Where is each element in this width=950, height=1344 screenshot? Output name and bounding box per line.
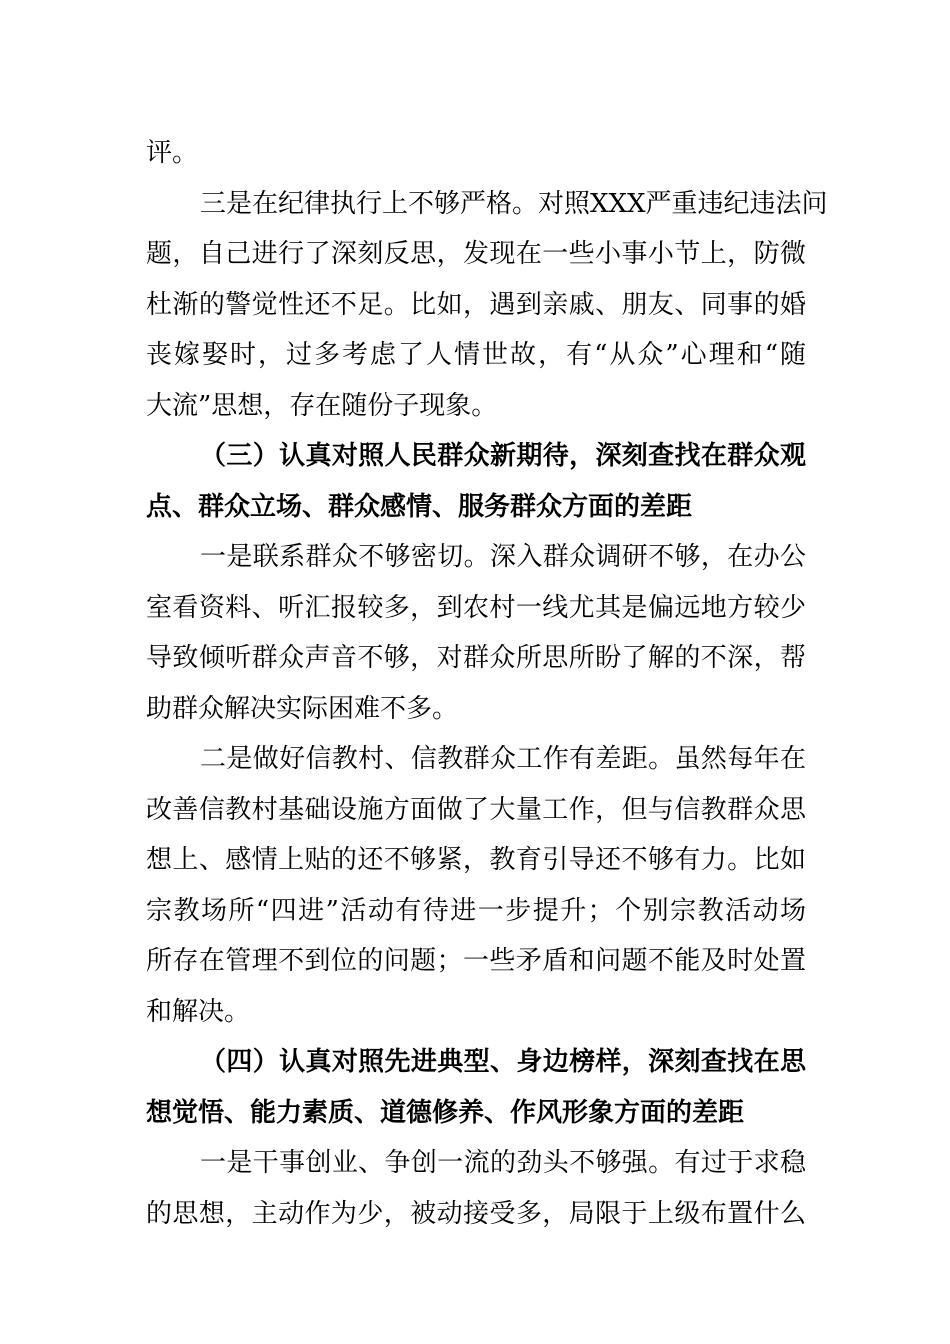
- text-line: 杜渐的警觉性还不足。比如，遇到亲戚、朋友、同事的婚: [146, 289, 806, 320]
- text-line: 一是联系群众不够密切。深入群众调研不够，在办公: [200, 542, 806, 572]
- text-line: 三是在纪律执行上不够严格。对照XXX严重违纪违法问: [200, 188, 828, 219]
- text-line: 二是做好信教村、信教群众工作有差距。虽然每年在: [200, 744, 806, 774]
- section-heading-4: [146, 1037, 806, 1138]
- text-line: 和解决。: [146, 996, 251, 1027]
- text-line: 的思想，主动作为少，被动接受多，局限于上级布置什么: [146, 1198, 806, 1229]
- document-page: [146, 128, 828, 1239]
- text-line: 丧嫁娶时，过多考虑了人情世故，有“从众”心理和“随: [146, 340, 806, 370]
- text-line: 室看资料、听汇报较多，到农村一线尤其是偏远地方较少: [146, 592, 806, 623]
- text-line: 题，自己进行了深刻反思，发现在一些小事小节上，防微: [146, 239, 806, 269]
- text-line: 宗教场所“四进”活动有待进一步提升；个别宗教活动场: [146, 895, 806, 926]
- text-line: 想上、感情上贴的还不够紧，教育引导还不够有力。比如: [146, 845, 806, 875]
- paragraph-discipline: [146, 179, 828, 432]
- text-line: 改善信教村基础设施方面做了大量工作，但与信教群众思: [146, 794, 806, 825]
- section-heading-3: [146, 431, 806, 532]
- paragraph-religious-work: [146, 734, 806, 1037]
- paragraph-contact-masses: [146, 532, 806, 734]
- text-line: 评。: [146, 138, 199, 168]
- paragraph-continuation: [146, 128, 806, 179]
- text-line: 导致倾听群众声音不够，对群众所思所盼了解的不深，帮: [146, 643, 806, 673]
- text-line: 大流”思想，存在随份子现象。: [146, 390, 498, 421]
- heading-line: （四）认真对照先进典型、身边榜样，深刻查找在思: [200, 1047, 806, 1077]
- heading-line: 点、群众立场、群众感情、服务群众方面的差距: [146, 491, 693, 522]
- heading-line: （三）认真对照人民群众新期待，深刻查找在群众观: [200, 441, 806, 471]
- text-line: 一是干事创业、争创一流的劲头不够强。有过于求稳: [200, 1148, 806, 1178]
- heading-line: 想觉悟、能力素质、道德修养、作风形象方面的差距: [146, 1097, 745, 1128]
- text-line: 助群众解决实际困难不多。: [146, 693, 459, 724]
- paragraph-enterprise: [146, 1138, 806, 1239]
- text-line: 所存在管理不到位的问题；一些矛盾和问题不能及时处置: [146, 946, 806, 976]
